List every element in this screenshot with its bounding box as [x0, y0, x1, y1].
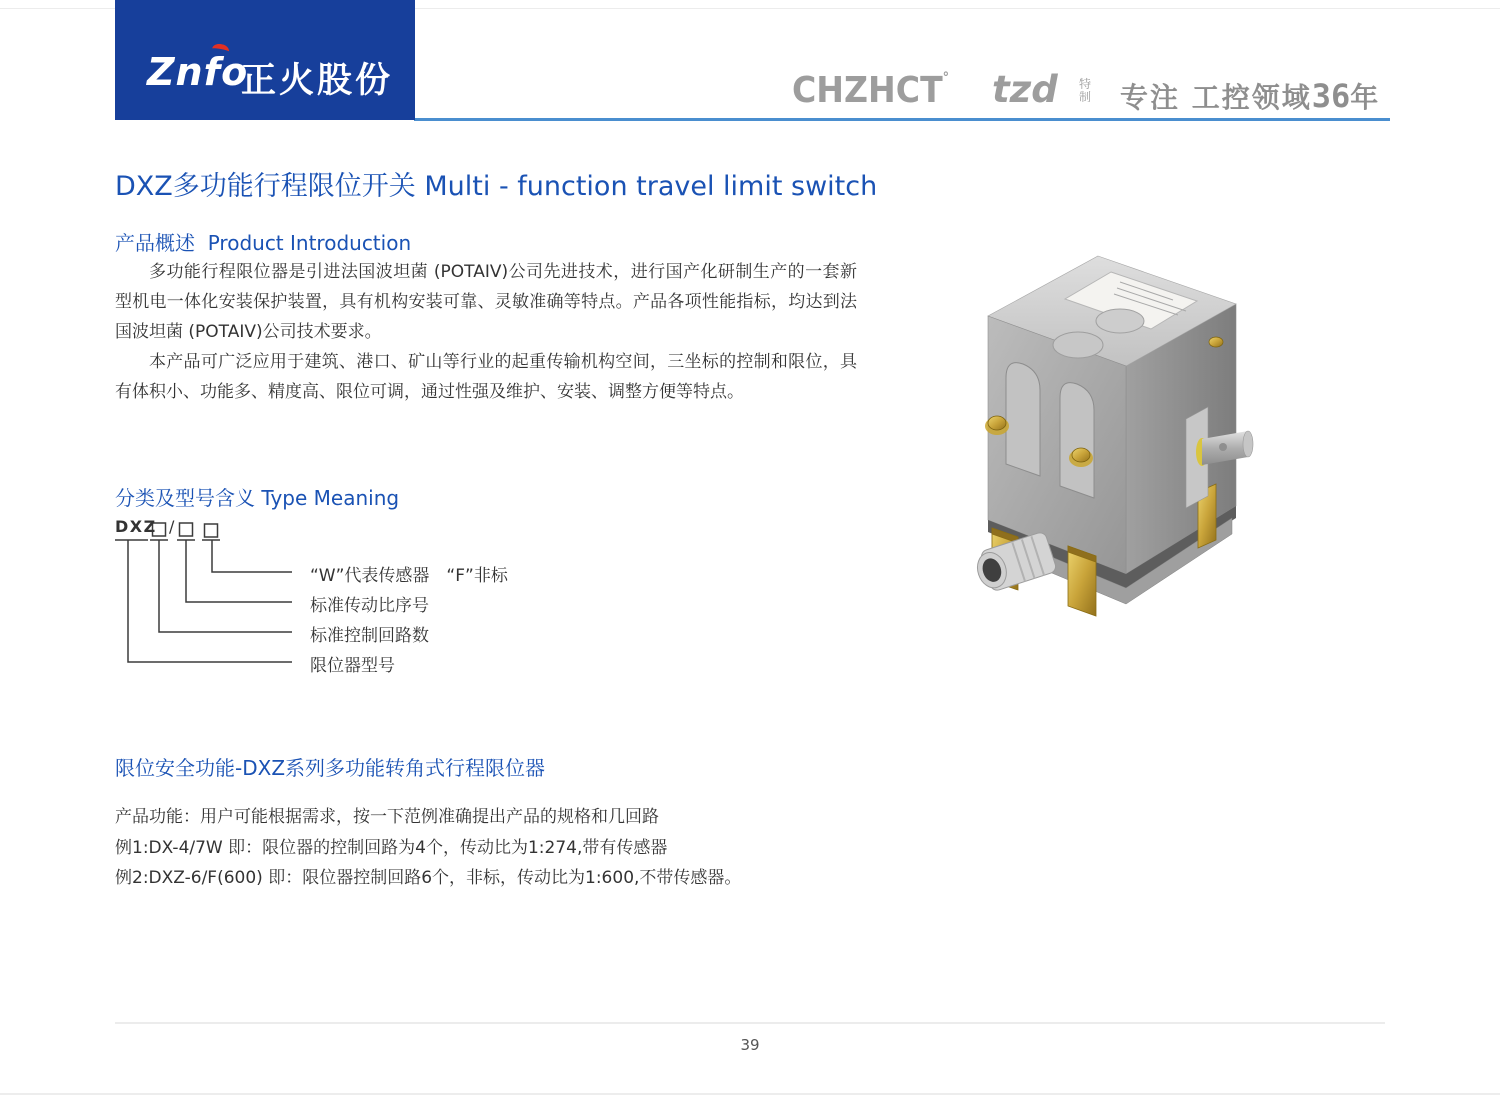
safety-line-example-1: 例1:DX-4/7W 即：限位器的控制回路为4个，传动比为1:274,带有传感器 [115, 837, 668, 858]
introduction-paragraphs [115, 257, 857, 407]
brand-logo-cjk: 正火股份 [241, 61, 394, 101]
chzhct-logo [792, 70, 949, 111]
page-title: DXZ多功能行程限位开关 Multi - function travel limit switch [115, 171, 878, 202]
brand-logo-latin: Znfo [147, 50, 249, 94]
model-separator: / [169, 517, 175, 536]
header-rule [414, 118, 1390, 121]
diagram-label-sensor-flag: “W”代表传感器 “F”非标 [310, 566, 508, 586]
diagram-label-model-number: 限位器型号 [310, 656, 395, 676]
device-cable-gland [972, 531, 1057, 594]
chzhct-logo-text: CHZHCT [792, 70, 943, 111]
slogan-suffix: 年 [1350, 81, 1381, 114]
slogan-prefix: 专注 工控领域 [1120, 81, 1312, 114]
model-prefix: DXZ [115, 517, 157, 536]
safety-line-example-2: 例2:DXZ-6/F(600) 即：限位器控制回路6个，非标，传动比为1:600,不带传感器。 [115, 868, 742, 888]
section-heading-introduction: 产品概述 Product Introduction [115, 231, 412, 255]
slogan-number: 36 [1311, 77, 1351, 115]
footer-rule [115, 1022, 1385, 1024]
type-meaning-diagram [114, 516, 584, 681]
introduction-paragraph-1: 多功能行程限位器是引进法国波坦菌 (POTAIV)公司先进技术，进行国产化研制生产的一套新型机电一体化安装保护装置，具有机构安装可靠、灵敏准确等特点。产品各项性能指标，均达到法国波坦菌 (POTAIV)公司技术要求。 [115, 262, 857, 342]
tzd-logo-tag: 特制 [1079, 77, 1092, 104]
section-heading-safety: 限位安全功能-DXZ系列多功能转角式行程限位器 [115, 756, 546, 780]
bottom-rule [0, 1093, 1500, 1095]
device-top-boss [1096, 309, 1144, 333]
section-heading-type-meaning: 分类及型号含义 Type Meaning [115, 486, 400, 510]
product-photo [948, 244, 1338, 664]
header-slogan [1120, 76, 1380, 116]
tzd-logo: tzd [992, 68, 1058, 111]
page-number: 39 [740, 1036, 760, 1054]
diagram-label-ratio-serial: 标准传动比序号 [310, 596, 429, 616]
device-top-boss [1053, 332, 1103, 358]
diagram-label-circuit-count: 标准控制回路数 [310, 626, 429, 646]
safety-feature-lines [115, 802, 895, 894]
brand-logo [115, 0, 415, 120]
introduction-paragraph-2: 本产品可广泛应用于建筑、港口、矿山等行业的起重传输机构空间，三坐标的控制和限位，具有体积小、功能多、精度高、限位可调，通过性强及维护、安装、调整方便等特点。 [115, 352, 857, 402]
safety-line-function: 产品功能：用户可能根据需求，按一下范例准确提出产品的规格和几回路 [115, 807, 659, 827]
chzhct-logo-degree: ° [942, 70, 950, 86]
